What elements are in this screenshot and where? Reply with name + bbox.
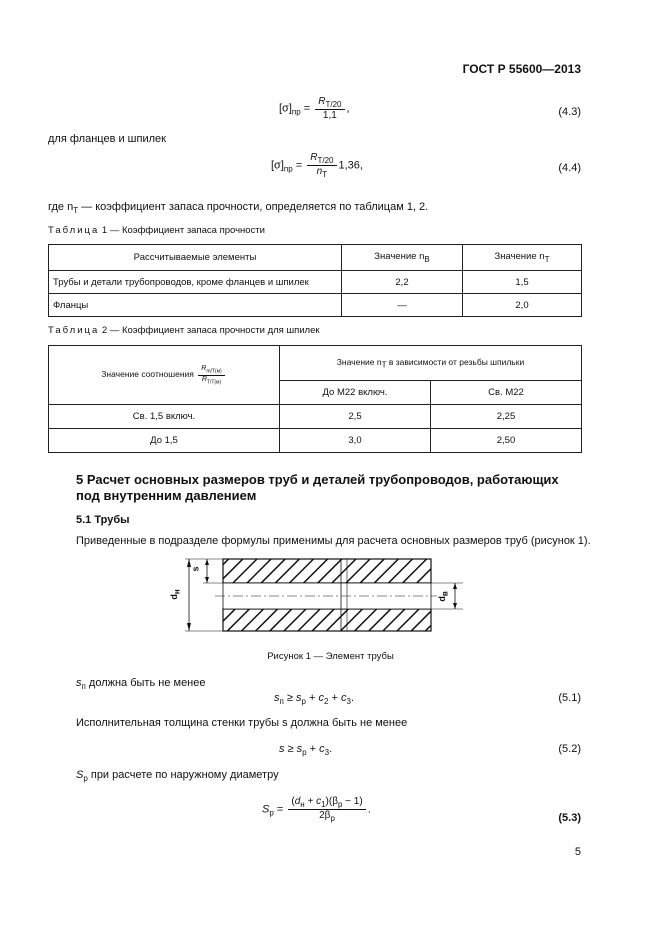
eq-den: n (316, 166, 323, 177)
arrow-icon (205, 577, 209, 583)
values-rest: в зависимости от резьбы шпильки (386, 356, 525, 367)
equation-number: (5.3) (558, 812, 581, 824)
label-sub: в (440, 591, 450, 597)
values-sub: T (381, 360, 387, 370)
table1-caption (48, 225, 265, 236)
eq-den: 1,1 (322, 110, 337, 121)
table-cell: Фланцы (49, 294, 342, 317)
text-where (48, 201, 428, 215)
caption-prefix: Таблица (48, 325, 100, 336)
table-row (49, 429, 582, 453)
table-cell: До 1,5 (49, 429, 280, 453)
equation-number: (4.4) (558, 162, 581, 174)
ratio-num: R (201, 365, 207, 373)
values-label: Значение n (336, 356, 382, 367)
eq-num-sub: T/20 (317, 156, 334, 165)
eq-tail: , (346, 102, 350, 115)
eq-den-sub: T (322, 170, 328, 179)
equation-5-1: $s_п \ge s_р + c_2 + c_3$. (274, 692, 355, 707)
ratio-label: Значение соотношения (101, 369, 194, 380)
table-cell: Трубы и детали трубопроводов, кроме фланцев и шпилек (49, 271, 342, 294)
table-header: Рассчитываемые элементы (49, 245, 342, 271)
header-text: Значение n (374, 251, 425, 263)
values-header (280, 346, 582, 381)
table-header: Св. М22 (431, 381, 582, 405)
eq-lhs-sub: пр (283, 164, 293, 174)
document-code: ГОСТ Р 55600—2013 (462, 62, 581, 76)
equation-5-3: $S_р$ = $\frac{(d_н + c_1)(\beta_р - 1)}{2\beta_р}$ . (262, 796, 371, 823)
table-header (463, 245, 582, 271)
section-intro: Приведенные в подразделе формулы применимы для расчета основных размеров труб (рисунок 1). (76, 535, 591, 547)
arrow-icon (453, 603, 457, 609)
label-s: s (190, 566, 201, 572)
label-dv (437, 591, 450, 601)
where-prefix: где n (48, 201, 74, 213)
text-sp: $S_р$ при расчете по наружному диаметру (76, 769, 279, 784)
table-cell: 2,0 (463, 294, 582, 317)
table-cell: 1,5 (463, 271, 582, 294)
header-text: Значение n (494, 251, 545, 263)
figure-caption: Рисунок 1 — Элемент трубы (267, 651, 394, 662)
equation-4-3 (279, 96, 350, 121)
subsection-heading: 5.1 Трубы (76, 514, 130, 526)
table-cell: Св. 1,5 включ. (49, 405, 280, 429)
table-header: До М22 включ. (280, 381, 431, 405)
ratio-header (49, 346, 280, 405)
equation-4-4 (271, 152, 363, 179)
ratio-num-sub: m/T(м) (206, 368, 222, 375)
table2-caption (48, 325, 320, 336)
label-text: d (436, 596, 447, 602)
text-s: Исполнительная толщина стенки трубы s должна быть не менее (76, 717, 408, 729)
pipe-figure (172, 555, 465, 635)
equation-number: (4.3) (558, 106, 581, 118)
eq-lhs: [σ] (271, 159, 284, 172)
table-cell: 3,0 (280, 429, 431, 453)
text-sn: $s_п$ должна быть не менее (76, 677, 206, 692)
text-sn-rest: должна быть не менее (88, 677, 206, 689)
page-number: 5 (574, 846, 581, 858)
eq-num: R (318, 96, 326, 107)
section-heading: 5 Расчет основных размеров труб и деталей трубопроводов, работающих под внутренним давлением (76, 472, 559, 503)
eq-num-sub: T/20 (325, 100, 342, 109)
arrow-icon (187, 623, 191, 631)
eq-operator: = (303, 102, 311, 115)
equation-number: (5.1) (558, 692, 581, 704)
ratio-fraction (198, 365, 224, 385)
header-sub: В (424, 254, 430, 264)
table-row (49, 405, 582, 429)
text-flanges: для фланцев и шпилек (48, 133, 166, 145)
equation-number: (5.2) (558, 743, 581, 755)
equation-5-2: $s \ge s_р + c_3$. (279, 743, 333, 758)
eq-fraction: $\frac{(d_н + c_1)(\beta_р - 1)}{2\beta_р}$ (288, 796, 365, 823)
eq-tail: 1,36, (338, 159, 363, 172)
caption-rest: 2 — Коэффициент запаса прочности для шпилек (101, 325, 320, 336)
table-header (342, 245, 463, 271)
eq-lhs-sub: пр (291, 107, 301, 117)
table2 (48, 345, 582, 453)
table-cell: — (342, 294, 463, 317)
eq-num: R (310, 152, 318, 163)
where-rest: — коэффициент запаса прочности, определяется по таблицам 1, 2. (78, 201, 429, 213)
pipe-wall-bottom (223, 609, 431, 631)
ratio-den-sub: T/T(м) (206, 378, 222, 385)
table-header-row (49, 346, 582, 381)
ratio-den: R (201, 375, 207, 383)
table-cell: 2,25 (431, 405, 582, 429)
eq-lhs: [σ] (279, 102, 292, 115)
eq-operator: = (295, 159, 303, 172)
caption-rest: 1 — Коэффициент запаса прочности (101, 225, 265, 236)
where-sub: T (73, 206, 79, 216)
header-sub: T (544, 254, 550, 264)
text-sp-rest: при расчете по наружному диаметру (90, 769, 279, 781)
caption-prefix: Таблица (48, 225, 100, 236)
eq-fraction (307, 152, 336, 179)
label-text: d (168, 594, 179, 600)
label-sub: н (172, 589, 182, 595)
table-cell: 2,2 (342, 271, 463, 294)
table-cell: 2,5 (280, 405, 431, 429)
table1 (48, 244, 582, 317)
table-row (49, 271, 582, 294)
arrow-icon (205, 559, 209, 565)
table-cell: 2,50 (431, 429, 582, 453)
table-header-row (49, 245, 582, 271)
arrow-icon (453, 583, 457, 589)
pipe-wall-top (223, 559, 431, 583)
table-row (49, 294, 582, 317)
eq-fraction (315, 96, 344, 121)
label-dn (169, 589, 182, 599)
